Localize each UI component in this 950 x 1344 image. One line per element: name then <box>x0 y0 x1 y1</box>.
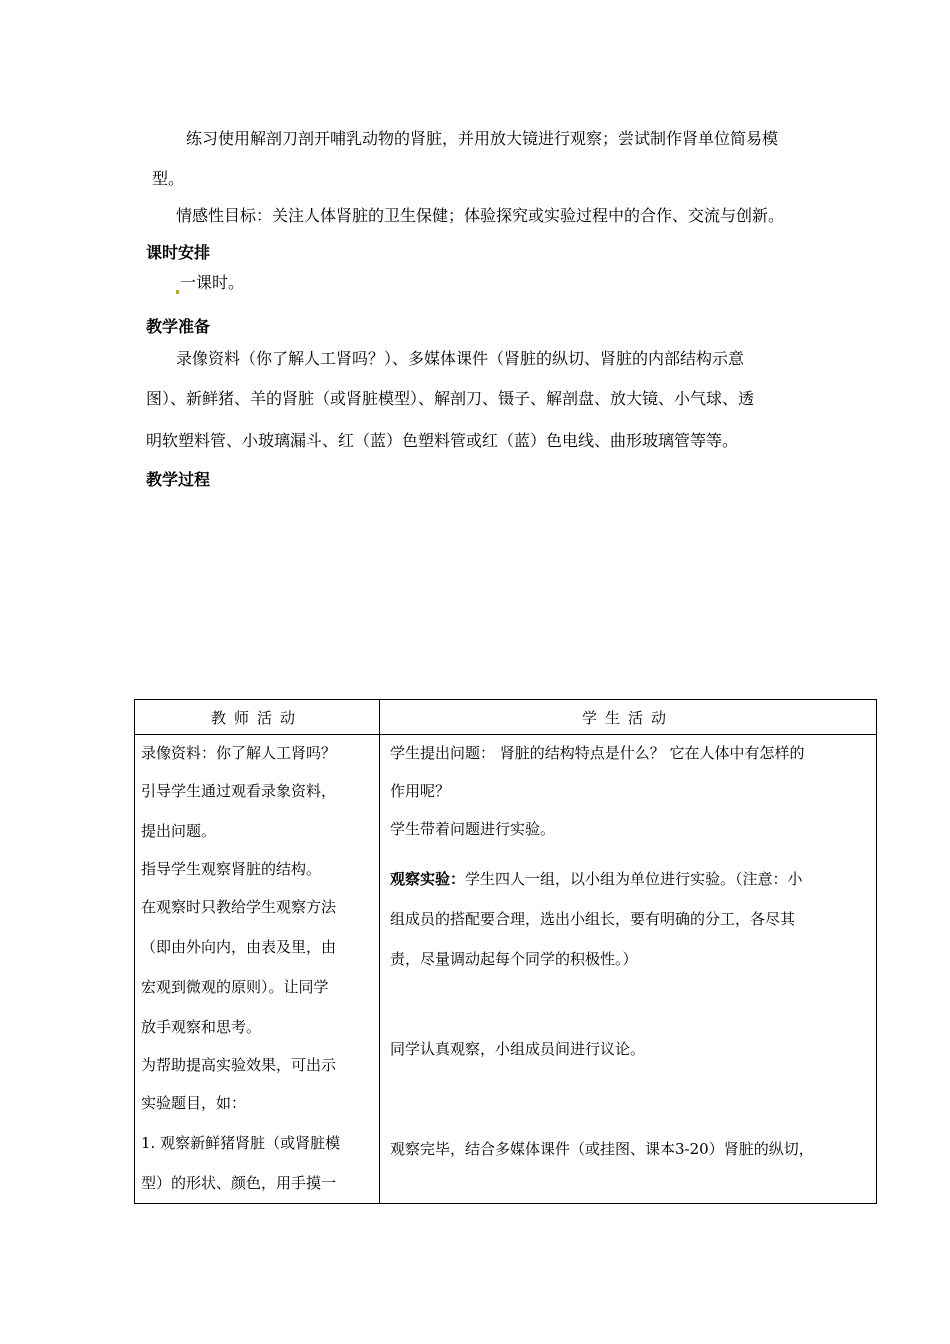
spacer <box>390 1069 870 1129</box>
teacher-line: 引导学生通过观看录象资料， <box>141 782 337 800</box>
schedule-heading: 课时安排 <box>146 243 211 262</box>
teacher-line: 在观察时只教给学生观察方法 <box>141 898 337 916</box>
teacher-activity-header: 教师活动 <box>135 700 380 735</box>
skill-objective-line-2: 型。 <box>152 169 185 188</box>
prep-heading: 教学准备 <box>146 317 211 336</box>
prep-line-3: 明软塑料管、小玻璃漏斗、红（蓝）色塑料管或红（蓝）色电线、曲形玻璃管等等。 <box>146 431 739 450</box>
teacher-line: 1. 观察新鲜猪肾脏（或肾脏模 <box>141 1134 341 1152</box>
teacher-line: 宏观到微观的原则）。让同学 <box>141 978 329 996</box>
experiment-line-1 <box>390 859 870 899</box>
teacher-line: 放手观察和思考。 <box>141 1018 262 1036</box>
process-heading: 教学过程 <box>146 470 211 489</box>
experiment-line-3: 责，尽量调动起每个同学的积极性。） <box>390 950 638 968</box>
emotion-objective: 情感性目标：关注人体肾脏的卫生保健；体验探究或实验过程中的合作、交流与创新。 <box>176 206 785 225</box>
skill-objective-line-1: 练习使用解剖刀剖开哺乳动物的肾脏，并用放大镜进行观察；尝试制作肾单位简易模 <box>186 129 779 148</box>
teacher-line: 指导学生观察肾脏的结构。 <box>141 860 322 878</box>
spacer <box>390 979 870 1029</box>
teacher-line: 录像资料：你了解人工肾吗？ <box>141 744 337 762</box>
student-activity-header: 学生活动 <box>380 700 877 735</box>
experiment-text: 学生四人一组，以小组为单位进行实验。（注意：小 <box>465 870 803 888</box>
schedule-text-value: 一课时。 <box>180 273 245 292</box>
teacher-line: 实验题目，如： <box>141 1094 247 1112</box>
student-question-line-1: 学生提出问题： 肾脏的结构特点是什么？ 它在人体中有怎样的 <box>390 744 805 762</box>
teacher-line: 为帮助提高实验效果，可出示 <box>141 1056 337 1074</box>
spacer <box>390 847 870 859</box>
student-question-line-3: 学生带着问题进行实验。 <box>390 820 556 838</box>
table-row <box>135 735 877 1204</box>
student-question-line-2: 作用呢？ <box>390 782 451 800</box>
schedule-text <box>176 272 244 294</box>
experiment-label: 观察实验： <box>390 870 466 888</box>
teacher-line: （即由外向内，由表及里，由 <box>141 938 337 956</box>
prep-line-1: 录像资料（你了解人工肾吗？）、多媒体课件（肾脏的纵切、肾脏的内部结构示意 <box>176 349 745 368</box>
student-activity-cell <box>380 735 877 1204</box>
discussion-line: 同学认真观察，小组成员间进行议论。 <box>390 1040 646 1058</box>
prep-line-2: 图）、新鲜猪、羊的肾脏（或肾脏模型）、解剖刀、镊子、解剖盘、放大镜、小气球、透 <box>146 389 755 408</box>
teacher-line: 型）的形状、颜色，用手摸一 <box>141 1174 337 1192</box>
experiment-line-2: 组成员的搭配要合理，选出小组长，要有明确的分工，各尽其 <box>390 910 796 928</box>
teacher-activity-cell <box>135 735 380 1204</box>
table-header-row <box>135 700 877 735</box>
conclusion-line: 观察完毕，结合多媒体课件（或挂图、课本3-20）肾脏的纵切， <box>390 1140 814 1158</box>
edit-mark <box>176 290 179 294</box>
teaching-process-table <box>134 699 877 1204</box>
teacher-line: 提出问题。 <box>141 822 217 840</box>
